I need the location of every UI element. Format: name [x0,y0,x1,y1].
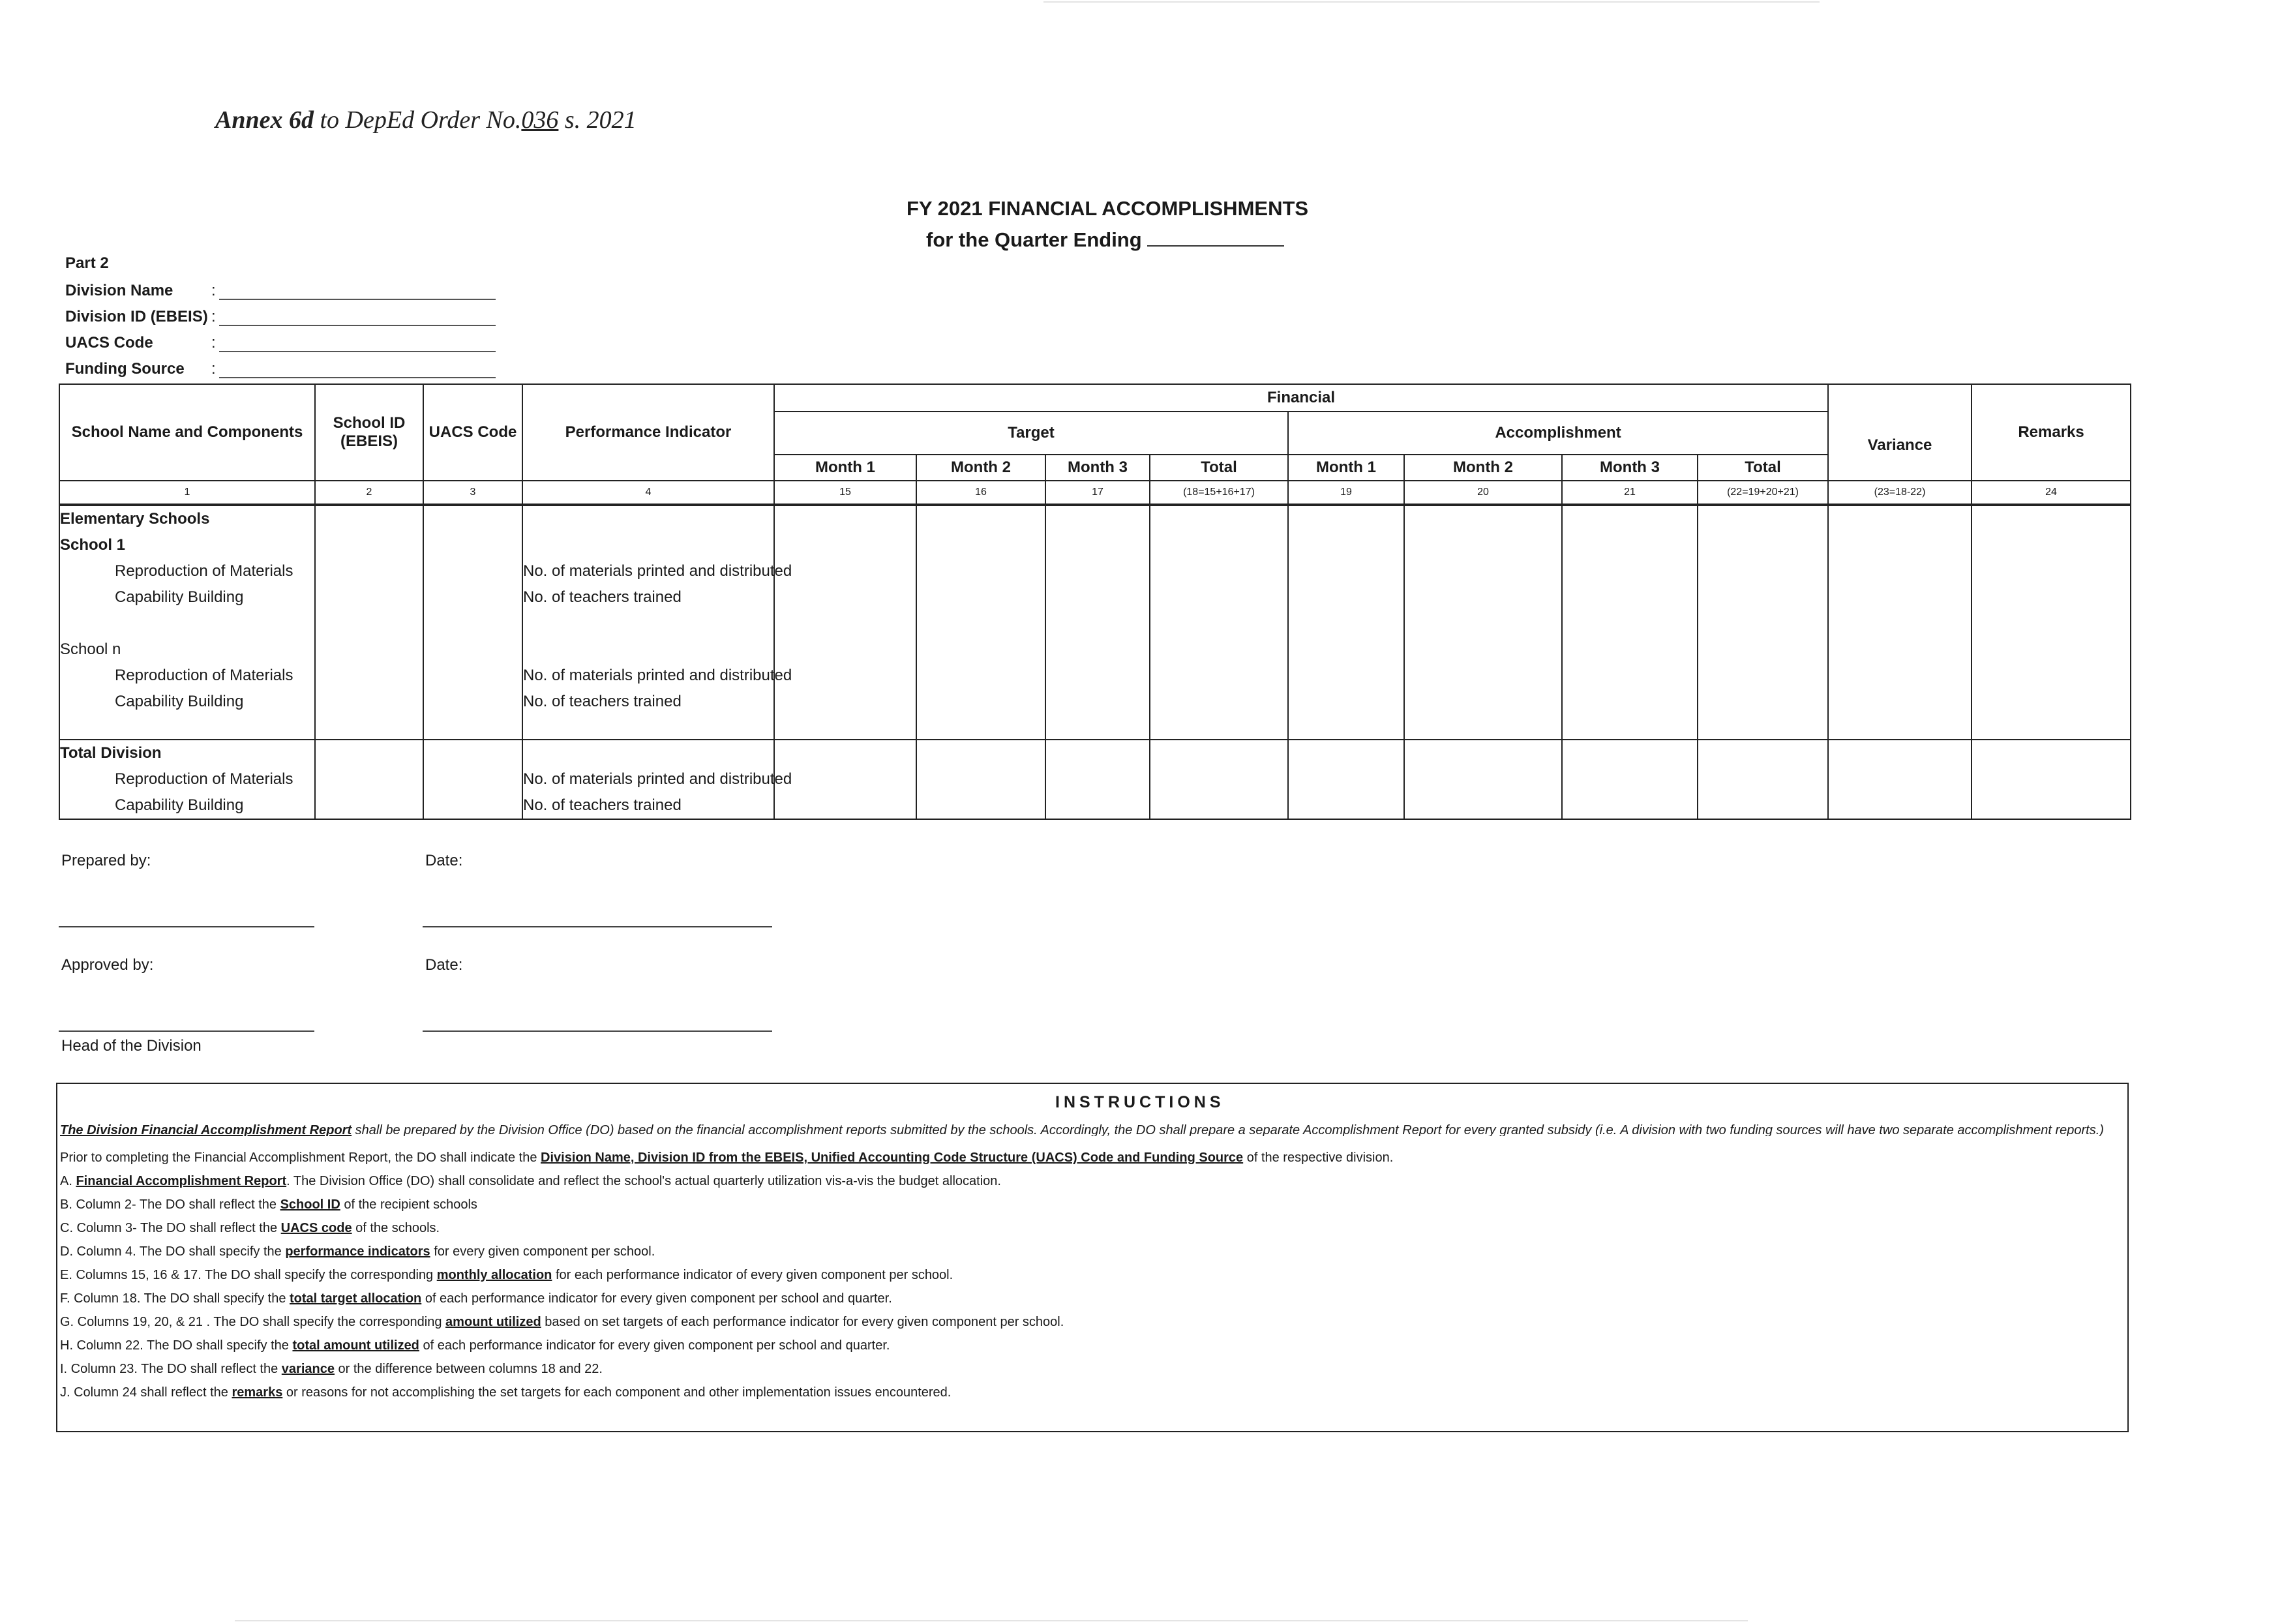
section2-indicators-cell [522,740,792,819]
division-id-colon: : [211,308,216,325]
instruction-j: J. Column 24 shall reflect the remarks or reasons for not accomplishing the set targets for each component and other implementation issues encountered. [60,1385,952,1400]
component-label: Capability Building [115,796,244,814]
data-cell[interactable] [1698,740,1828,819]
prepared-date-label: Date: [425,852,463,869]
prepared-date-line[interactable] [423,926,772,927]
section1-names-cell [59,505,315,740]
instruction-b: B. Column 2- The DO shall reflect the School ID of the recipient schools [60,1197,477,1212]
component-label: Reproduction of Materials [115,562,293,580]
instructions-box [56,1083,2129,1432]
scan-artifact-top [1043,1,1820,3]
col-number: (18=15+16+17) [1150,481,1288,505]
school-n-label: School n [60,640,121,658]
section-heading-total-division: Total Division [60,744,162,762]
component-label: Capability Building [115,693,244,710]
header-financial: Financial [774,384,1828,412]
header-target-month2: Month 2 [916,455,1045,481]
header-target-month1: Month 1 [774,455,916,481]
head-of-division-label: Head of the Division [61,1037,202,1055]
col-number: (23=18-22) [1828,481,1972,505]
uacs-code-line[interactable] [219,351,496,352]
instruction-prior: Prior to completing the Financial Accomplishment Report, the DO shall indicate the Division Name, Division ID from the EBEIS, Unified Accounting Code Structure (UACS) Code and Funding Source of the respective division. [60,1150,1394,1165]
component-label: Reproduction of Materials [115,667,293,684]
approved-date-label: Date: [425,956,463,974]
col-number: (22=19+20+21) [1698,481,1828,505]
col-number: 4 [522,481,774,505]
header-accomplishment-month1: Month 1 [1288,455,1404,481]
division-name-line[interactable] [219,299,496,300]
header-remarks: Remarks [1972,384,2131,481]
data-cell[interactable] [1698,505,1828,740]
division-name-colon: : [211,282,216,299]
school-1-label: School 1 [60,536,126,554]
scan-artifact-bottom [235,1620,1748,1621]
approved-date-line[interactable] [423,1030,772,1032]
data-cell[interactable] [916,740,1045,819]
data-cell[interactable] [1828,505,1972,740]
instruction-c: C. Column 3- The DO shall reflect the UACS code of the schools. [60,1221,440,1235]
division-id-line[interactable] [219,325,496,326]
section1-indicators-cell [522,505,792,740]
instruction-i: I. Column 23. The DO shall reflect the variance or the difference between columns 18 and 22. [60,1362,603,1376]
col-number: 24 [1972,481,2131,505]
header-uacs-code: UACS Code [423,384,522,481]
indicator-label: No. of teachers trained [523,588,682,606]
header-performance-indicator: Performance Indicator [522,384,774,481]
section2-names-cell [59,740,315,819]
annex-reference: Annex 6d to DepEd Order No.036 s. 2021 [215,106,637,134]
header-accomplishment-total: Total [1698,455,1828,481]
data-cell[interactable] [1288,740,1404,819]
indicator-label: No. of teachers trained [523,693,682,710]
funding-source-label: Funding Source [65,360,185,378]
data-cell[interactable] [1045,740,1150,819]
financial-accomplishment-table [59,383,2131,820]
indicator-label: No. of materials printed and distributed [523,667,792,684]
header-school-name: School Name and Components [59,384,315,481]
col-number: 19 [1288,481,1404,505]
quarter-ending-blank[interactable] [1147,230,1284,247]
header-target-month3: Month 3 [1045,455,1150,481]
data-cell[interactable] [1150,505,1288,740]
uacs-code-label: UACS Code [65,334,153,352]
data-cell[interactable] [916,505,1045,740]
col-number: 16 [916,481,1045,505]
header-target: Target [774,412,1288,455]
col-number: 1 [59,481,315,505]
instruction-e: E. Columns 15, 16 & 17. The DO shall specify the corresponding monthly allocation for each performance indicator of every given component per school. [60,1268,953,1282]
approved-by-label: Approved by: [61,956,154,974]
instruction-d: D. Column 4. The DO shall specify the performance indicators for every given component per school. [60,1244,655,1259]
col-number: 20 [1404,481,1562,505]
data-cell[interactable] [1562,740,1698,819]
col-number: 15 [774,481,916,505]
data-cell[interactable] [774,505,916,740]
part-label: Part 2 [65,254,109,272]
approved-by-signature-line[interactable] [59,1030,314,1032]
funding-source-colon: : [211,360,216,378]
component-label: Reproduction of Materials [115,770,293,788]
header-variance: Variance [1828,455,1972,481]
data-cell[interactable] [1562,505,1698,740]
col-number: 3 [423,481,522,505]
uacs-code-colon: : [211,334,216,352]
data-cell[interactable] [1150,740,1288,819]
instruction-g: G. Columns 19, 20, & 21 . The DO shall specify the corresponding amount utilized based on set targets of each performance indicator for every given component per school. [60,1315,1064,1329]
indicator-label: No. of teachers trained [523,796,682,814]
header-accomplishment-month3: Month 3 [1562,455,1698,481]
data-cell[interactable] [1972,505,2131,740]
col-number: 17 [1045,481,1150,505]
data-cell[interactable] [423,505,522,740]
division-id-label: Division ID (EBEIS) [65,308,208,325]
funding-source-line[interactable] [219,377,496,378]
col-number: 21 [1562,481,1698,505]
instruction-intro-clipped: The Division Financial Accomplishment Report shall be prepared by the Division Office (DO) based on the financial accomplishment reports submitted by the schools. Accordingly, the DO shall prepare a separate Accomplishment Report for every granted subsidy (i.e. A division with two funding sources will have two separate accomplishment reports.) [60,1123,2104,1136]
data-cell[interactable] [1404,505,1562,740]
header-target-total: Total [1150,455,1288,481]
indicator-label: No. of materials printed and distributed [523,770,792,788]
indicator-label: No. of materials printed and distributed [523,562,792,580]
instruction-h: H. Column 22. The DO shall specify the total amount utilized of each performance indicator for every given component per school and quarter. [60,1338,890,1353]
header-school-id: School ID (EBEIS) [315,384,423,481]
instruction-f: F. Column 18. The DO shall specify the total target allocation of each performance indicator for every given component per school and quarter. [60,1291,892,1306]
col-number: 2 [315,481,423,505]
data-cell[interactable] [1972,740,2131,819]
data-cell[interactable] [774,740,916,819]
data-cell[interactable] [315,505,423,740]
page-subtitle: for the Quarter Ending [926,228,1284,252]
instructions-title: INSTRUCTIONS [1055,1093,1225,1111]
data-cell[interactable] [1288,505,1404,740]
page-title: FY 2021 FINANCIAL ACCOMPLISHMENTS [907,197,1309,220]
header-accomplishment-month2: Month 2 [1404,455,1562,481]
component-label: Capability Building [115,588,244,606]
prepared-by-label: Prepared by: [61,852,151,869]
header-accomplishment: Accomplishment [1288,412,1828,455]
data-cell[interactable] [1828,740,1972,819]
data-cell[interactable] [315,740,423,819]
section-heading-elementary: Elementary Schools [60,510,210,528]
instruction-a: A. Financial Accomplishment Report. The Division Office (DO) shall consolidate and reflect the school's actual quarterly utilization vis-a-vis the budget allocation. [60,1174,1001,1188]
data-cell[interactable] [1404,740,1562,819]
data-cell[interactable] [1045,505,1150,740]
prepared-by-signature-line[interactable] [59,926,314,927]
division-name-label: Division Name [65,282,173,299]
data-cell[interactable] [423,740,522,819]
